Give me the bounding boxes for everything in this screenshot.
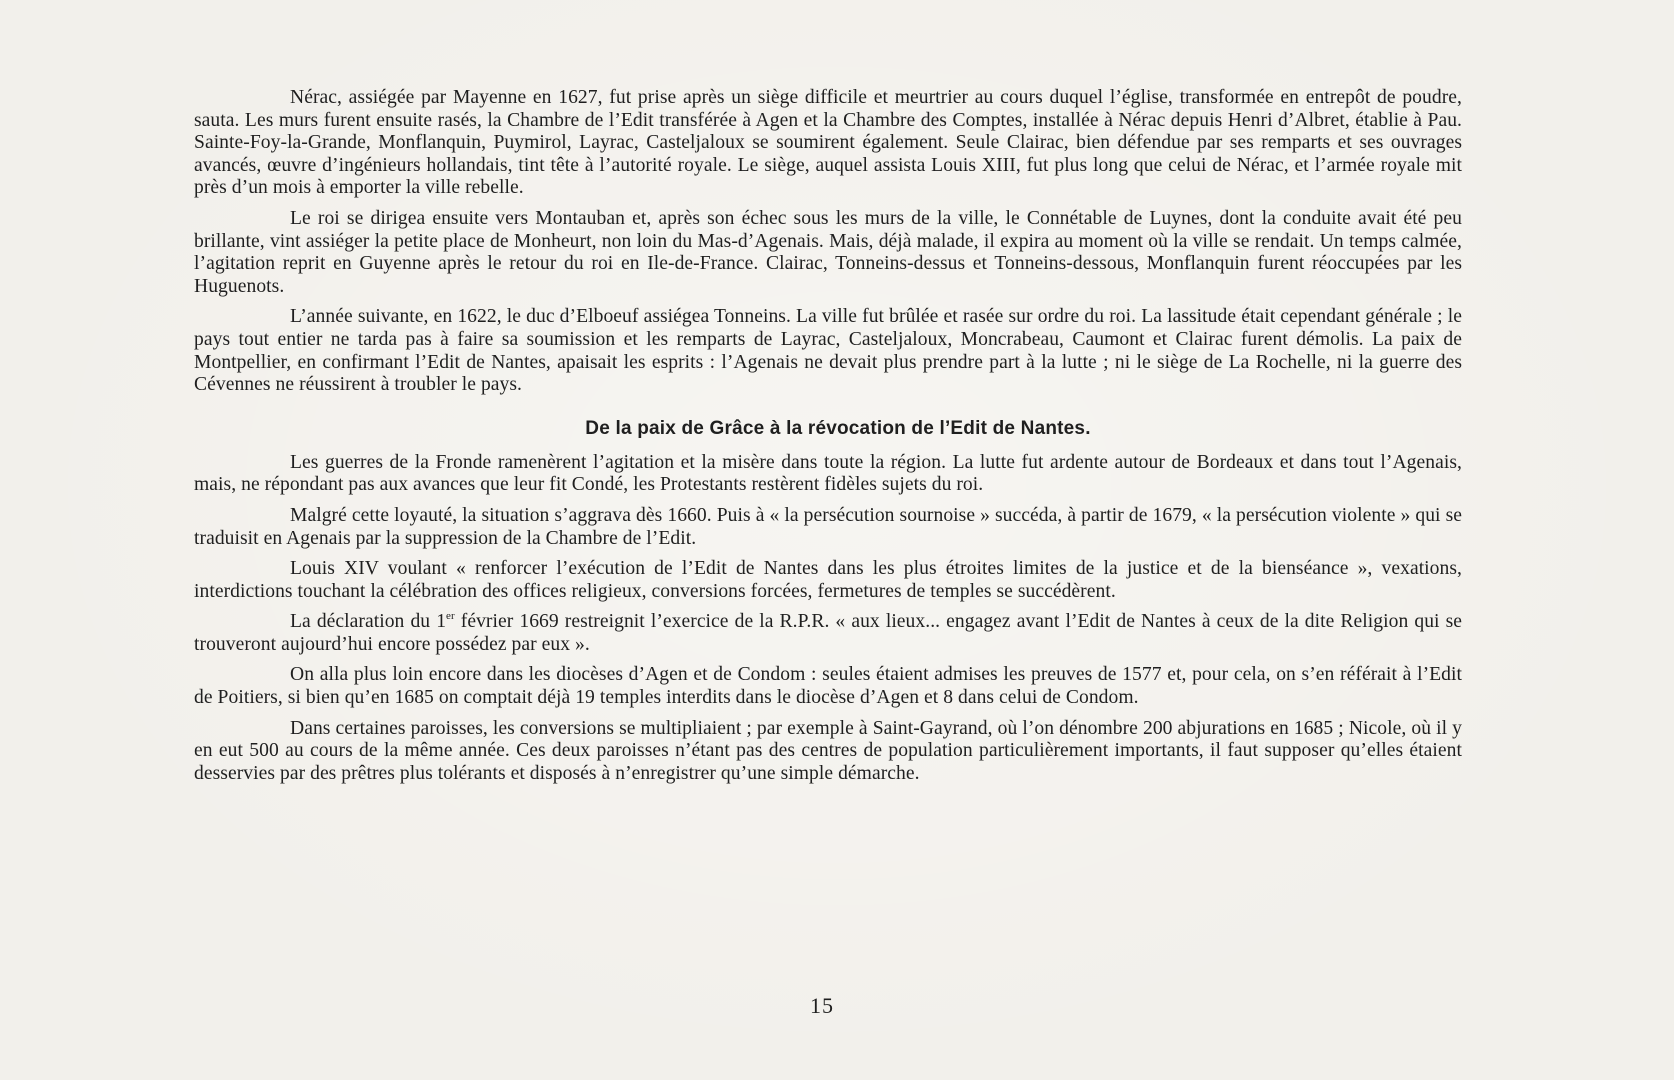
paragraph: Les guerres de la Fronde ramenèrent l’agitation et la misère dans toute la région. La lutte fut ardente autour de Bordeaux et dans tout l’Agenais, mais, ne répondant pas aux avances que leur fit Condé, les Protestants restèrent fidèles sujets du roi. [194,451,1462,496]
paragraph: On alla plus loin encore dans les diocèses d’Agen et de Condom : seules étaient admises les preuves de 1577 et, pour cela, on s’en référait à l’Edit de Poitiers, si bien qu’en 1685 on comptait déjà 19 temples interdits dans le diocèse d’Agen et 8 dans celui de Condom. [194,664,1462,709]
declaration-text-end: février 1669 restreignit l’exercice de la R.P.R. « aux lieux... engagez avant l’Edit de Nantes à ceux de la dite Religion qui se trouveront aujourd’hui encore possédez par eux ». [194,611,1463,655]
body-text [194,87,1462,793]
paragraph: Dans certaines paroisses, les conversions se multipliaient ; par exemple à Saint-Gayrand, où l’on dénombre 200 abjurations en 1685 ; Nicole, où il y en eut 500 au cours de la même année. Ces deux paroisses n’étant pas des centres de population particulièrement importants, il faut supposer qu’elles étaient desservies par des prêtres plus tolérants et disposés à n’enregistrer qu’une simple démarche. [194,717,1462,784]
paragraph: Louis XIV voulant « renforcer l’exécution de l’Edit de Nantes dans les plus étroites limites de la justice et de la bienséance », vexations, interdictions touchant la célébration des offices religieux, conversions forcées, fermetures de temples se succédèrent. [194,558,1462,602]
page-number: 15 [810,993,834,1018]
declaration-text-start: La déclaration du 1 [290,611,447,633]
paragraph: L’année suivante, en 1622, le duc d’Elboeuf assiégea Tonneins. La ville fut brûlée et rasée sur ordre du roi. La lassitude était cependant générale ; le pays tout entier ne tarda pas à faire sa soumission et les remparts de Layrac, Casteljaloux, Moncrabeau, Caumont et Clairac furent démolis. La paix de Montpellier, en confirmant l’Edit de Nantes, apaisait les esprits : l’Agenais ne devait plus prendre part à la lutte ; ni le siège de La Rochelle, ni la guerre des Cévennes ne réussirent à troubler le pays. [194,306,1462,396]
paragraph: Nérac, assiégée par Mayenne en 1627, fut prise après un siège difficile et meurtrier au cours duquel l’église, transformée en entrepôt de poudre, sauta. Les murs furent ensuite rasés, la Chambre de l’Edit transférée à Agen et la Chambre des Comptes, installée à Nérac depuis Henri d’Albret, établie à Pau. Sainte-Foy-la-Grande, Monflanquin, Puymirol, Layrac, Casteljaloux se soumirent également. Seule Clairac, bien défendue par ses remparts et ses ouvrages avancés, œuvre d’ingénieurs hollandais, tint tête à l’autorité royale. Le siège, auquel assista Louis XIII, fut plus long que celui de Nérac, et l’armée royale mit près d’un mois à emporter la ville rebelle. [194,87,1462,199]
ordinal-superscript: er [446,610,455,623]
section-heading: De la paix de Grâce à la révocation de l’Edit de Nantes. [585,417,1091,439]
paragraph-declaration [194,611,1462,656]
paragraph: Le roi se dirigea ensuite vers Montauban et, après son échec sous les murs de la ville, le Connétable de Luynes, dont la conduite avait été peu brillante, vint assiéger la petite place de Monheurt, non loin du Mas-d’Agenais. Mais, déjà malade, il expira au moment où la ville se rendait. Un temps calmée, l’agitation reprit en Guyenne après le retour du roi en Ile-de-France. Clairac, Tonneins-dessus et Tonneins-dessous, Monflanquin furent réoccupées par les Huguenots. [194,207,1462,297]
paragraph: Malgré cette loyauté, la situation s’aggrava dès 1660. Puis à « la persécution sournoise » succéda, à partir de 1679, « la persécution violente » qui se traduisit en Agenais par la suppression de la Chambre de l’Edit. [194,504,1462,549]
